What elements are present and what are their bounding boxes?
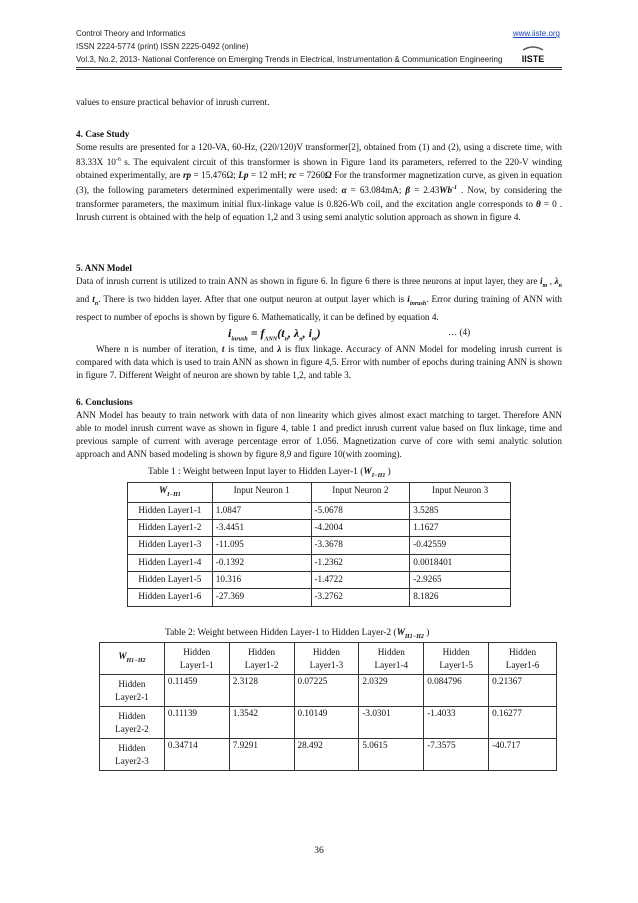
table1-cell: -0.1392 [212,554,311,571]
intro-line: values to ensure practical behavior of inrush current. [76,97,270,107]
ann-model-heading: 5. ANN Model [76,263,132,273]
table1-cell: -3.3678 [311,537,410,554]
issn-line: ISSN 2224-5774 (print) ISSN 2225-0492 (online) [76,42,249,51]
table2-cell: 0.11139 [164,707,229,739]
wb-symbol: Wb [439,185,453,196]
table1-cell: 1.1627 [410,520,511,537]
table1-cell: 0.0018401 [410,554,511,571]
page-number: 36 [314,845,324,856]
table1-cell: 1.0847 [212,502,311,519]
table1-cell: -3.2762 [311,589,410,606]
table1-row-label: Hidden Layer1-4 [128,554,213,571]
table2-header-row [100,643,557,675]
beta-symbol: β [405,185,411,196]
table2-row-label: Hidden Layer2-2 [100,707,165,739]
table2-col-header: Hidden Layer1-2 [229,643,294,675]
table2-cell: 0.16277 [489,707,557,739]
table1-cell: -1.4722 [311,572,410,589]
table-row [128,537,511,554]
table1-cell: -2.9265 [410,572,511,589]
table2-cell: 28.492 [294,739,359,771]
journal-title: Control Theory and Informatics [76,29,186,38]
table-row [100,739,557,771]
table2-caption: Table 2: Weight between Hidden Layer-1 to Hidden Layer-2 ($W_{H1-H2}$ ) [165,628,430,640]
table1 [127,482,511,607]
table1-row-label: Hidden Layer1-3 [128,537,213,554]
table-row [100,707,557,739]
table1-col-header: Input Neuron 3 [410,483,511,503]
table2-cell: 0.10149 [294,707,359,739]
logo-text: IISTE [521,54,545,64]
table2-cell: 2.3128 [229,675,294,707]
table-row [128,554,511,571]
conclusions-paragraph: ANN Model has beauty to train network with data of non linearity which gives almost exact matching to target. Therefore ANN able to model inrush current wave as shown in figure 4, table 1 and predict inrush current value based on flux linkage, time and previous sample of current with average percentage error of 1.056. Magnetization curve of core with semi analytic solution approach and ANN based modeling is shown by figure 8,9 and figure 10(with zooming). [76,410,562,460]
table-row [128,520,511,537]
table2-cell: 0.11459 [164,675,229,707]
table1-cell: 10.316 [212,572,311,589]
table1-cell: -1.2362 [311,554,410,571]
table1-col-header: Input Neuron 1 [212,483,311,503]
table2-cell: -7.3575 [424,739,489,771]
rp-symbol: rp [182,170,192,181]
alpha-symbol: α [341,185,347,196]
table1-row-label: Hidden Layer1-6 [128,589,213,606]
table-row [128,502,511,519]
theta-symbol: θ [536,198,541,209]
table2-cell: 0.07225 [294,675,359,707]
table1-row-label: Hidden Layer1-1 [128,502,213,519]
table1-cell: -5.0678 [311,502,410,519]
table2-corner: $W_{H1-H2}$ [100,643,165,675]
case-study-paragraph: Some results are presented for a 120-VA, 60-Hz, (220/120)V transformer[2], obtained from (1) and (2), using a discrete time, with 83.33X $10^{-6}$ s. The equivalent circuit of this transformer is shown in Figure 1and its parameters, referred to the 220-V winding obtained experimentally, are rp = 15.476Ω; Lp = 12 mH; rc = 7260Ω For the transformer magnetization curve, as given in equation (3), the following parameters determined experimentally were used: α = 63.084mA; $\beta = 2.43Wb^{-1}$ . Now, by considering the transformer parameters, the maximum initial flux-linkage value is 0.826-Wb coil, and the excitation angle corresponds to θ = 0 . Inrush current is obtained with the help of equation 1,2 and 3 using semi analytic solution approach as shown in figure 4. [76,142,563,222]
table1-cell: 8.1826 [410,589,511,606]
ann-model-paragraph-2: Where n is number of iteration, t is time, and λ is flux linkage. Accuracy of ANN Model for modeling inrush current is compared with data which is used to train ANN as shown in figure 4,5. Error with number of epochs during training ANN is shown in figure 7. Different Weight of neuron are shown by table 1,2, and table 3. [76,344,562,381]
volume-line: Vol.3, No.2, 2013- National Conference on Emerging Trends in Electrical, Instrumentation & Communication Engineering [76,55,503,64]
lp-symbol: Lp [238,170,249,181]
table2-cell: 1.3542 [229,707,294,739]
table1-row-label: Hidden Layer1-5 [128,572,213,589]
table2-row-label: Hidden Layer2-1 [100,675,165,707]
table-row [128,572,511,589]
table2-cell: 0.21367 [489,675,557,707]
table1-cell: -0.42559 [410,537,511,554]
table2-row-label: Hidden Layer2-3 [100,739,165,771]
table2-cell: 2.0329 [359,675,424,707]
table1-col-header: Input Neuron 2 [311,483,410,503]
table-row [128,589,511,606]
case-study-heading: 4. Case Study [76,129,130,139]
table1-row-label: Hidden Layer1-2 [128,520,213,537]
header-rule-top [76,67,562,68]
table2-cell: 7.9291 [229,739,294,771]
journal-link[interactable]: www.iiste.org [512,29,560,38]
table2-cell: 0.34714 [164,739,229,771]
table2-cell: -40.717 [489,739,557,771]
table2-cell: 0.084796 [424,675,489,707]
ann-model-paragraph: Data of inrush current is utilized to train ANN as shown in figure 6. In figure 6 there is three neurons at input layer, they are $i_m$ , $\lambda_n$ and $t_n$. There is two hidden layer. After that one output neuron at output layer which is $i_{inrush}$. Error during training of ANN with respect to number of epochs is shown by figure 6. Mathematically, it can be defined by equation 4. [76,276,563,322]
table2-col-header: Hidden Layer1-1 [164,643,229,675]
iiste-logo [520,44,546,66]
table1-cell: 3.5285 [410,502,511,519]
header-rule-bottom [76,69,562,70]
table2-cell: -1.4033 [424,707,489,739]
equation-4: $i_{inrush} = f_{ANN}(t_n$, $\lambda_n$, $i_m$) [228,326,321,343]
table1-cell: -4.2004 [311,520,410,537]
equation-number: … (4) [448,327,471,337]
table2 [99,642,557,771]
table2-cell: -3.0301 [359,707,424,739]
table1-corner: $W_{I-H1}$ [128,483,213,503]
table1-cell: -3.4451 [212,520,311,537]
conclusions-heading: 6. Conclusions [76,397,133,407]
rc-symbol: rc [288,170,297,181]
table2-col-header: Hidden Layer1-5 [424,643,489,675]
table1-caption: Table 1 : Weight between Input layer to Hidden Layer-1 ($W_{I-H1}$ ) [148,467,391,479]
omega-symbol: Ω [324,170,332,181]
table1-header-row [128,483,511,503]
table-row [100,675,557,707]
table2-col-header: Hidden Layer1-3 [294,643,359,675]
table2-col-header: Hidden Layer1-4 [359,643,424,675]
table1-cell: -11.095 [212,537,311,554]
table2-col-header: Hidden Layer1-6 [489,643,557,675]
table2-cell: 5.0615 [359,739,424,771]
table1-cell: -27.369 [212,589,311,606]
